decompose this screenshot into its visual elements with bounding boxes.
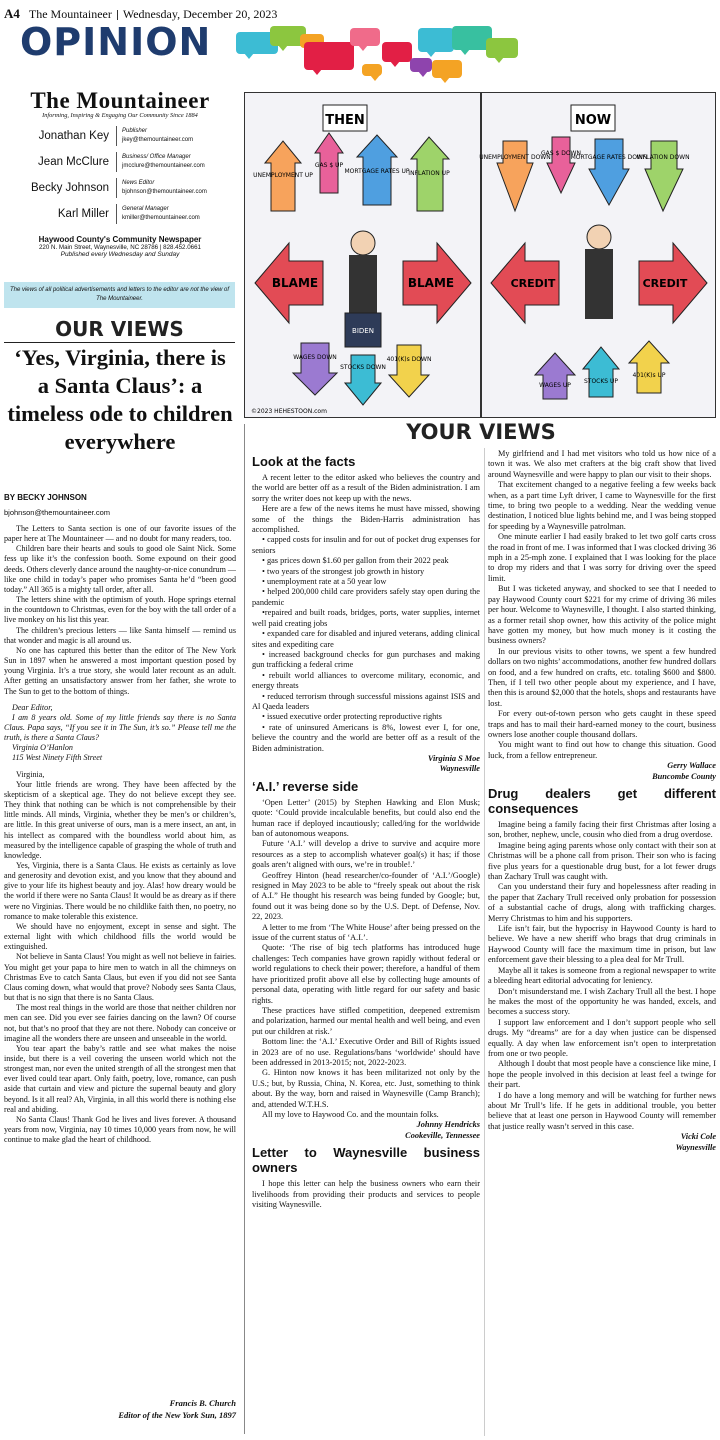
staff-row xyxy=(4,205,236,223)
page-number: A4 xyxy=(4,6,20,21)
staff-name: Karl Miller xyxy=(57,208,109,220)
letter-headline: Look at the facts xyxy=(252,454,356,469)
paragraph: That excitement changed to a negative feeling a few weeks back when, as a part time Lyft driver, I came to Waynesville for the first time, to bring two people to a wedding. Near the wedding venue destination, I noticed blue lights behind me, and I was being stopped for speeding by a Waynesville patrolman. xyxy=(488,480,716,531)
staff-role: Business/ Office Manager xyxy=(122,154,191,160)
paragraph: Quote: ‘The rise of big tech platforms has introduced huge challenges: Tech companies have grown rapidly without federal or world regulations to check their power; therefore, a handful of them have prioritized profit above all else by collecting huge amounts of personal data, operating with little regard for our safety and basic rights. xyxy=(252,943,480,1005)
letter-signature: Gerry Wallace xyxy=(667,761,716,771)
byline-email[interactable]: bjohnson@themountaineer.com xyxy=(4,508,111,517)
letter-headline: ‘A.I.’ reverse side xyxy=(252,778,359,794)
staff-name: Jonathan Key xyxy=(38,130,109,142)
now-down-label: INFLATION DOWN xyxy=(636,154,690,161)
staff-email[interactable]: jmcclure@themountaineer.com xyxy=(122,163,205,169)
your-views-column-left xyxy=(252,450,480,1436)
staff-row xyxy=(4,179,236,197)
paragraph: Imagine being a family facing their first Christmas after losing a son, brother, nephew, uncle, cousin who died from a drug overdose. xyxy=(488,820,716,840)
paragraph: • increased background checks for gun purchases and making gun trafficking a federal crime xyxy=(252,649,480,670)
paragraph: Geoffrey Hinton (head researcher/co-founder of ‘A.I.’/Google) resigned in May 2023 to be able to “freely speak out about the risk of A.I.” He thought his research was being funded by Google; but, found out it was being done so by the U.S. Dept. of Defense, Nov. 22, 2023. xyxy=(252,870,480,922)
disclaimer-box: The views of all political advertisements and letters to the editor are not the view of The Mountaineer. xyxy=(4,282,235,308)
letter-body xyxy=(252,473,480,754)
now-side-label: CREDIT xyxy=(510,277,556,290)
paragraph: A recent letter to the editor asked who believes the country and the world are better off as a result of the Biden administration. I am sorry the writer does not keep up with the news. xyxy=(252,473,480,503)
masthead-tagline: Informing, Inspiring & Engaging Our Community Since 1884 xyxy=(42,112,198,119)
paragraph: Virginia, xyxy=(16,769,45,779)
editorial-cartoon xyxy=(244,92,716,418)
letter-body xyxy=(252,1179,480,1210)
our-views-label: OUR VIEWS xyxy=(4,317,235,343)
paragraph: • rebuilt world alliances to overcome military, economic, and energy threats xyxy=(252,670,480,691)
paragraph: The most real things in the world are those that neither children nor men can see. Did you ever see fairies dancing on the lawn? Of course not, but that’s no proof that they are not there. Nobody can conceive or imagine all the wonders there are unseen and unseeable in the world. xyxy=(4,1003,236,1043)
paragraph: • reduced terrorism through successful missions against ISIS and Al Qaeda leaders xyxy=(252,691,480,711)
now-label: NOW xyxy=(574,113,612,128)
paragraph: • gas prices down $1.60 per gallon from their 2022 peak xyxy=(262,556,449,566)
speech-bubbles-icon xyxy=(232,20,532,80)
letter-signature: Vicki Cole xyxy=(680,1132,716,1142)
paragraph: • capped costs for insulin and for out of pocket drug expenses for seniors xyxy=(252,535,480,555)
your-views-label: YOUR VIEWS xyxy=(406,420,556,444)
our-views-body xyxy=(4,524,236,1384)
now-up-label: 401(K)s UP xyxy=(632,372,666,379)
staff-role: News Editor xyxy=(122,180,155,186)
paragraph: I support law enforcement and I don’t support people who sell drugs. My “dreams” are for a day when justice can be dispensed equally. A day when law enforcement isn’t open to interpretation from one or two people. xyxy=(488,1017,716,1058)
paragraph: I do have a long memory and will be watching for further news about Mr Trull’s life. If he gets in additional trouble, you better believe that at least one person in Haywood County will remember that justice really wasn’t served in this case. xyxy=(488,1090,716,1131)
then-up-label: MORTGAGE RATES UP xyxy=(344,168,410,175)
paragraph: But I was ticketed anyway, and shocked to see that I needed to pay Haywood County court $221 for my crime of driving 36 miles per hour. Welcome to Waynesville, I thought. I also started thinking, as a former retail shop owner, how this activity of the police might have gotten my money, but how much money is it costing the business owners? xyxy=(488,584,716,646)
letter-line: Dear Editor, xyxy=(12,702,53,712)
paper-name: The Mountaineer xyxy=(28,7,112,21)
paragraph: No Santa Claus! Thank God he lives and lives forever. A thousand years from now, Virginia, nay 10 times 10,000 years from now, he will continue to make glad the heart of childhood. xyxy=(4,1114,236,1145)
letter-line: 115 West Ninety Fifth Street xyxy=(12,753,103,763)
paragraph: Bottom line: the ‘A.I.’ Executive Order and Bill of Rights issued in 2023 are of no use. Regulations/bans ‘worldwide’ should have been addressed in 2013-2015; not, 2022-2023. xyxy=(252,1037,480,1067)
issue-date: Wednesday, December 20, 2023 xyxy=(122,7,278,21)
paragraph: You tear apart the baby’s rattle and see what makes the noise inside, but there is a veil covering the unseen world which not the strongest man, nor even the united strength of all the strongest men that ever lived could tear apart. Only faith, poetry, love, romance, can push aside that curtain and view and picture the supernal beauty and glory beyond. Is it all real? Ah, Virginia, in all this world there is nothing else real and abiding. xyxy=(4,1043,236,1114)
staff-row xyxy=(4,153,236,171)
address: 220 N. Main Street, Waynesville, NC 28786 | 828.452.0661 xyxy=(38,244,201,251)
paragraph: One minute earlier I had easily braked to let two golf carts cross the road in front of me. I was informed that I was clocked driving 36 mph in a 25-mph zone. I explained that I was looking for the place to drop my riders and that I was sorry for driving over the speed limit. xyxy=(488,532,716,583)
paragraph: ‘Open Letter’ (2015) by Stephen Hawking and Elon Musk; quote: ‘Could provide incalculable benefits, but could also end the human race if deployed incautiously; called/ing for the worldwide ban of autonomous weapons. xyxy=(252,797,480,838)
staff-email[interactable]: kmiller@themountaineer.com xyxy=(122,215,200,221)
letter-line: I am 8 years old. Some of my little friends say there is no Santa Claus. Papa says, “If you see it in The Sun, it’s so.” Please tell me the truth, is there a Santa Claus? xyxy=(4,712,236,743)
podium-label: BIDEN xyxy=(352,327,374,335)
then-up-label: GAS $ UP xyxy=(314,162,344,169)
paragraph: Your little friends are wrong. They have been affected by the skepticism of a skeptical age. They do not believe except they see. They think that nothing can be which is not comprehensible by their little minds. All minds, Virginia, whether they be men’s or children’s, are little. In this great universe of ours, man is a mere insect, an ant, in his intellect as compared with the boundless world about him, as measured by the intelligence capable of grasping the whole of truth and knowledge. xyxy=(4,779,236,860)
paragraph: No one has captured this better than the editor of The New York Sun in 1897 when he answered a most important question posed by young Virginia. It’s a true story, she would later recount as an adult. After getting an unsatisfactory answer from her father, she wrote to The Sun to get to the bottom of things. xyxy=(4,645,236,696)
paragraph: My girlfriend and I had met visitors who told us how nice of a town it was. We also met crafters at the big craft show that lived around Waynesville and were happy to plan our visit to their shops. xyxy=(488,449,716,479)
then-label: THEN xyxy=(325,113,365,128)
paragraph: • rate of uninsured Americans is 8%, lowest ever I, for one, believe the country and the world are better off as a result of the Biden administration. xyxy=(252,722,480,753)
letter-line: Virginia O’Hanlon xyxy=(12,743,73,753)
then-side-label: BLAME xyxy=(407,276,455,290)
then-up-label: INFLATION UP xyxy=(408,170,450,177)
letter-location: Waynesville xyxy=(675,1142,716,1152)
letter-location: Buncombe County xyxy=(652,771,716,781)
your-views-column-right xyxy=(488,449,716,1435)
paragraph: • issued executive order protecting reproductive rights xyxy=(262,712,442,722)
paragraph: Future ‘A.I.’ will develop a drive to survive and acquire more resources as a step to accomplish whatever goal(s) it has; if those goals aren’t aligned with ours, we’re in trouble!.’ xyxy=(252,839,480,870)
then-up-label: UNEMPLOYMENT UP xyxy=(253,172,313,179)
paragraph: Imagine being aging parents whose only contact with their son at Christmas will be a phone call from prison. Their son who is facing five plus years for a questionable drug bust, for a lot fewer drugs than Zachary Trull was caught with. xyxy=(488,840,716,882)
now-side-label: CREDIT xyxy=(642,277,688,290)
paragraph: • unemployment rate at a 50 year low xyxy=(262,577,387,587)
paragraph: Not believe in Santa Claus! You might as well not believe in fairies. You might get your papa to hire men to watch in all the chimneys on Christmas Eve to catch Santa Claus, but even if you did not see Santa Claus coming down, what would that prove? Nobody sees Santa Claus, but that is no sign that there is no Santa Claus. xyxy=(4,952,236,1003)
signature: Francis B. Church xyxy=(169,1398,236,1408)
paragraph: • expanded care for disabled and injured veterans, adding clinical sites and expediting care xyxy=(252,629,480,649)
paragraph: Life isn’t fair, but the hypocrisy in Haywood County is hard to believe. We have a new sheriff who brags that drug criminals in Haywood County will face the maximum time in prison, but law enforcement gave their blessing to a plea deal for Mr Trull. xyxy=(488,924,716,965)
letter-body xyxy=(488,449,716,761)
staff-email[interactable]: jkey@themountaineer.com xyxy=(122,137,194,143)
publish-schedule: Published every Wednesday and Sunday xyxy=(60,251,180,258)
paragraph: These practices have stifled competition, deepened extremism and polarization, harmed our mental health and well being, and even put our children at risk.’ xyxy=(252,1005,480,1036)
then-down-label: 401(K)s DOWN xyxy=(386,356,432,363)
paragraph: Yes, Virginia, there is a Santa Claus. He exists as certainly as love and generosity and devotion exist, and you know that they abound and give to your life its highest beauty and joy. Alas! how dreary would be the world if there were no Santa Claus! It would be as dreary as if there were no Virginias. There would be no childlike faith then, no poetry, no romance to make tolerable this existence. xyxy=(4,861,236,921)
letter-location: Cookeville, Tennessee xyxy=(405,1130,480,1140)
paragraph: Don’t misunderstand me. I wish Zachary Trull all the best. I hope he makes the most of the opportunity he was handed, excels, and becomes a success story. xyxy=(488,986,716,1017)
letter-headline: Drug dealers get different consequences xyxy=(488,786,716,816)
paragraph: G. Hinton now knows it has been militarized not only by the U.S.; but, by Russia, China, N. Korea, etc. Just, something to think about. By the way, born and raised in Waynesville (Camp Branch); and, attended W.T.H.S. xyxy=(252,1068,480,1109)
now-down-label: UNEMPLOYMENT DOWN xyxy=(479,154,551,161)
cartoon-illustration xyxy=(245,93,716,418)
paragraph: For every out-of-town person who gets caught in these speed traps and has to mail their hard-earned money to the court, business owners lose another couple thousand dollars. xyxy=(488,709,716,739)
staff-role: General Manager xyxy=(122,206,169,212)
staff-role: Publisher xyxy=(122,128,148,134)
paragraph: The Letters to Santa section is one of our favorite issues of the paper here at The Mountaineer — and no doubt for many readers, too. xyxy=(4,524,236,544)
paragraph: I hope this letter can help the business owners who earn their livelihoods from providing their products and services to people visiting Waynesville. xyxy=(252,1179,480,1209)
staff-name: Jean McClure xyxy=(38,156,109,168)
paragraph: • two years of the strongest job growth in history xyxy=(262,566,425,576)
paragraph: The letters shine with the optimism of youth. Hope springs eternal in the countdown to Christmas, even for the boy with the tall order of a live monkey on his list this year. xyxy=(4,595,236,625)
staff-name: Becky Johnson xyxy=(31,182,109,194)
paragraph: •repaired and built roads, bridges, ports, water supplies, internet well paid creating jobs xyxy=(252,608,480,628)
paragraph: We should have no enjoyment, except in sense and sight. The external light with which childhood fills the world would be extinguished. xyxy=(4,921,236,952)
paragraph: • helped 200,000 child care providers safely stay open during the pandemic xyxy=(252,587,480,607)
now-up-label: STOCKS UP xyxy=(583,378,619,385)
paragraph: Can you understand their fury and hopelessness after reading in the paper that Zachary Trull received only probation for possession of a substantial cache of drugs, along with trafficking charges. Merry Christmas to him and his supporters. xyxy=(488,882,716,923)
paragraph: All my love to Haywood Co. and the mountain folks. xyxy=(262,1109,439,1119)
signature-title: Editor of the New York Sun, 1897 xyxy=(118,1410,236,1420)
column-divider xyxy=(244,424,245,1434)
cartoon-credit: ©2023 HEHESTOON.com xyxy=(251,408,327,415)
paragraph: Although I doubt that most people have a conscience like mine, I hope the people involved in this decision at least feel a twinge for their part. xyxy=(488,1059,716,1090)
letter-signature: Virginia S Moe xyxy=(427,753,480,763)
staff-row xyxy=(4,127,236,145)
paragraph: You might want to find out how to change this situation. Good luck, from a fellow entrepreneur. xyxy=(488,740,716,760)
paragraph: A letter to me from ‘The White House’ after being pressed on the issue of the current status of ‘A.I.’. xyxy=(252,922,480,943)
paragraph: Here are a few of the news items he must have missed, showing some of the things the Biden-Harris administration has accomplished. xyxy=(252,504,480,535)
then-side-label: BLAME xyxy=(271,276,319,290)
paragraph: The children’s precious letters — like Santa himself — remind us that wonder and magic is all around us. xyxy=(4,625,236,645)
staff-email[interactable]: bjohnson@themountaineer.com xyxy=(122,189,207,195)
now-down-label: GAS $ DOWN xyxy=(541,150,581,157)
byline: BY BECKY JOHNSON xyxy=(4,493,87,502)
now-up-label: WAGES UP xyxy=(539,382,571,389)
column-divider xyxy=(484,448,485,1436)
section-title: OPINION xyxy=(20,20,212,64)
letter-body xyxy=(252,798,480,1121)
masthead xyxy=(4,88,236,258)
our-views-headline: ‘Yes, Virginia, there is a Santa Claus’: a timeless ode to children everywhere xyxy=(7,345,233,454)
masthead-title: The Mountaineer xyxy=(30,88,210,113)
letter-location: Waynesville xyxy=(439,764,480,774)
community-label: Haywood County's Community Newspaper xyxy=(38,235,202,244)
paragraph: In our previous visits to other towns, we spent a few hundred dollars on two nights’ accommodations, another few hundred dollars on food, and a few hundred on crafts, etc. totaling $600 and $800. Then, if I tell two other people about my experience, and I have, then this is around $2,000 that the hotels, shops and restaurants have lost. xyxy=(488,646,716,708)
now-down-label: MORTGAGE RATES DOWN xyxy=(570,154,648,161)
letter-signature: Johnny Hendricks xyxy=(416,1120,480,1130)
paragraph: Children bare their hearts and souls to good ole Saint Nick. Some fess up like it’s the confession booth. Some expound on their good deeds. Others cleverly dance around the naughty-or-nice conundrum — like one child in today’s paper who promises Santa he’d “been good today.” All 365 is a mighty tall order, after all. xyxy=(4,544,236,594)
then-down-label: STOCKS DOWN xyxy=(340,364,386,371)
paragraph: Maybe all it takes is someone from a regional newspaper to write a bleeding heart editorial advocating for leniency. xyxy=(488,965,716,986)
then-down-label: WAGES DOWN xyxy=(293,354,337,361)
letter-body xyxy=(488,820,716,1132)
letter-headline: Letter to Waynesville business owners xyxy=(252,1145,480,1176)
